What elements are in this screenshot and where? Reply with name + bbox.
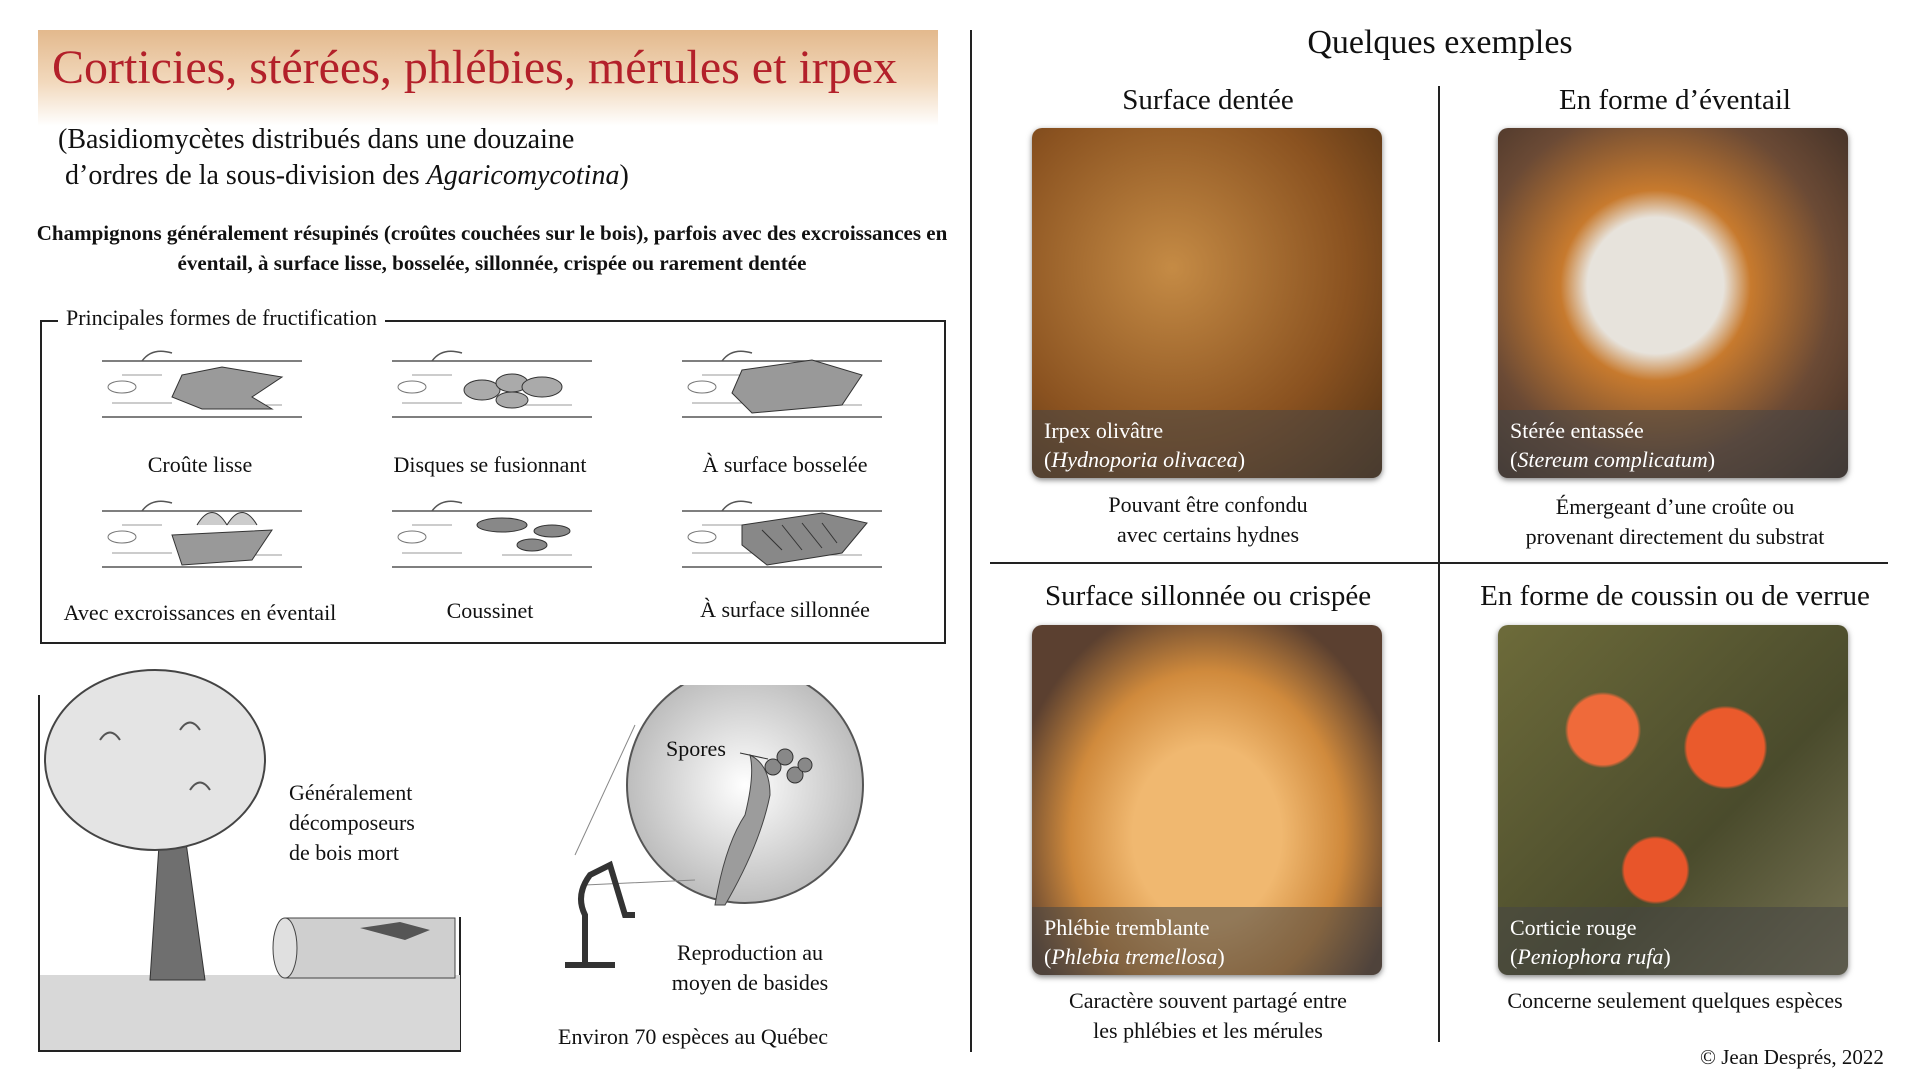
fan-outgrowths-drawing — [102, 501, 302, 567]
subtitle-line-1: (Basidiomycètes distribués dans une douzaine — [58, 124, 575, 155]
species-count: Environ 70 espèces au Québec — [558, 1024, 829, 1049]
example-1-photo — [1032, 128, 1382, 478]
example-1-note: Pouvant être confondu avec certains hydnes — [1108, 492, 1308, 547]
form-label-merging-discs: Disques se fusionnant — [393, 452, 587, 477]
example-2-caption: Stérée entassée (Stereum complicatum) — [1498, 410, 1848, 478]
subtitle-line-2: d’ordres de la sous-division des Agaricomycotina) — [65, 160, 629, 191]
page-title: Corticies, stérées, phlébies, mérules et irpex — [52, 41, 898, 94]
examples-grid-vertical — [1438, 86, 1440, 1042]
form-label-furrowed-surface: À surface sillonnée — [700, 597, 870, 622]
furrowed-surface-drawing — [682, 501, 882, 567]
form-label-bumpy-surface: À surface bosselée — [702, 452, 868, 477]
main-divider — [970, 30, 972, 1052]
description: Champignons généralement résupinés (croûtes couchées sur le bois), parfois avec des excroissances en éventail, à surface lisse, bosselée, sillonnée, crispée ou rarement dentée — [36, 221, 948, 275]
cushion-drawing — [392, 501, 592, 567]
ecology-box-bottom-border — [38, 1050, 461, 1052]
merging-discs-drawing — [392, 351, 592, 417]
example-3-note: Caractère souvent partagé entre les phlébies et les mérules — [1069, 988, 1347, 1043]
example-2-photo — [1498, 128, 1848, 478]
decomposer-text: Généralement décomposeurs de bois mort — [289, 780, 415, 865]
subtitle — [58, 122, 629, 194]
example-2-note: Émergeant d’une croûte ou provenant directement du substrat — [1525, 494, 1825, 549]
example-1-caption: Irpex olivâtre (Hydnoporia olivacea) — [1032, 410, 1382, 478]
spores-label: Spores — [666, 736, 726, 761]
example-3-title: Surface sillonnée ou crispée — [1044, 580, 1372, 612]
form-label-cushion: Coussinet — [446, 598, 534, 623]
example-4-caption: Corticie rouge (Peniophora rufa) — [1498, 907, 1848, 975]
smooth-crust-drawing — [102, 351, 302, 417]
reproduction-text: Reproduction au moyen de basides — [671, 940, 829, 995]
example-4-note: Concerne seulement quelques espèces — [1507, 988, 1843, 1013]
copyright: © Jean Després, 2022 — [1700, 1045, 1884, 1069]
microscope-basidia-illustration — [545, 685, 880, 975]
example-4-photo — [1498, 625, 1848, 975]
form-label-smooth-crust: Croûte lisse — [147, 452, 253, 477]
forms-legend: Principales formes de fructification — [58, 305, 385, 331]
examples-heading: Quelques exemples — [1307, 24, 1573, 61]
example-1-title: Surface dentée — [1122, 84, 1294, 116]
form-label-fan-outgrowths: Avec excroissances en éventail — [63, 600, 337, 625]
forms-illustrations — [42, 345, 942, 635]
example-4-title: En forme de coussin ou de verrue — [1480, 580, 1870, 612]
bumpy-surface-drawing — [682, 351, 882, 417]
example-3-caption: Phlébie tremblante (Phlebia tremellosa) — [1032, 907, 1382, 975]
example-2-title: En forme d’éventail — [1559, 84, 1791, 116]
example-3-photo — [1032, 625, 1382, 975]
